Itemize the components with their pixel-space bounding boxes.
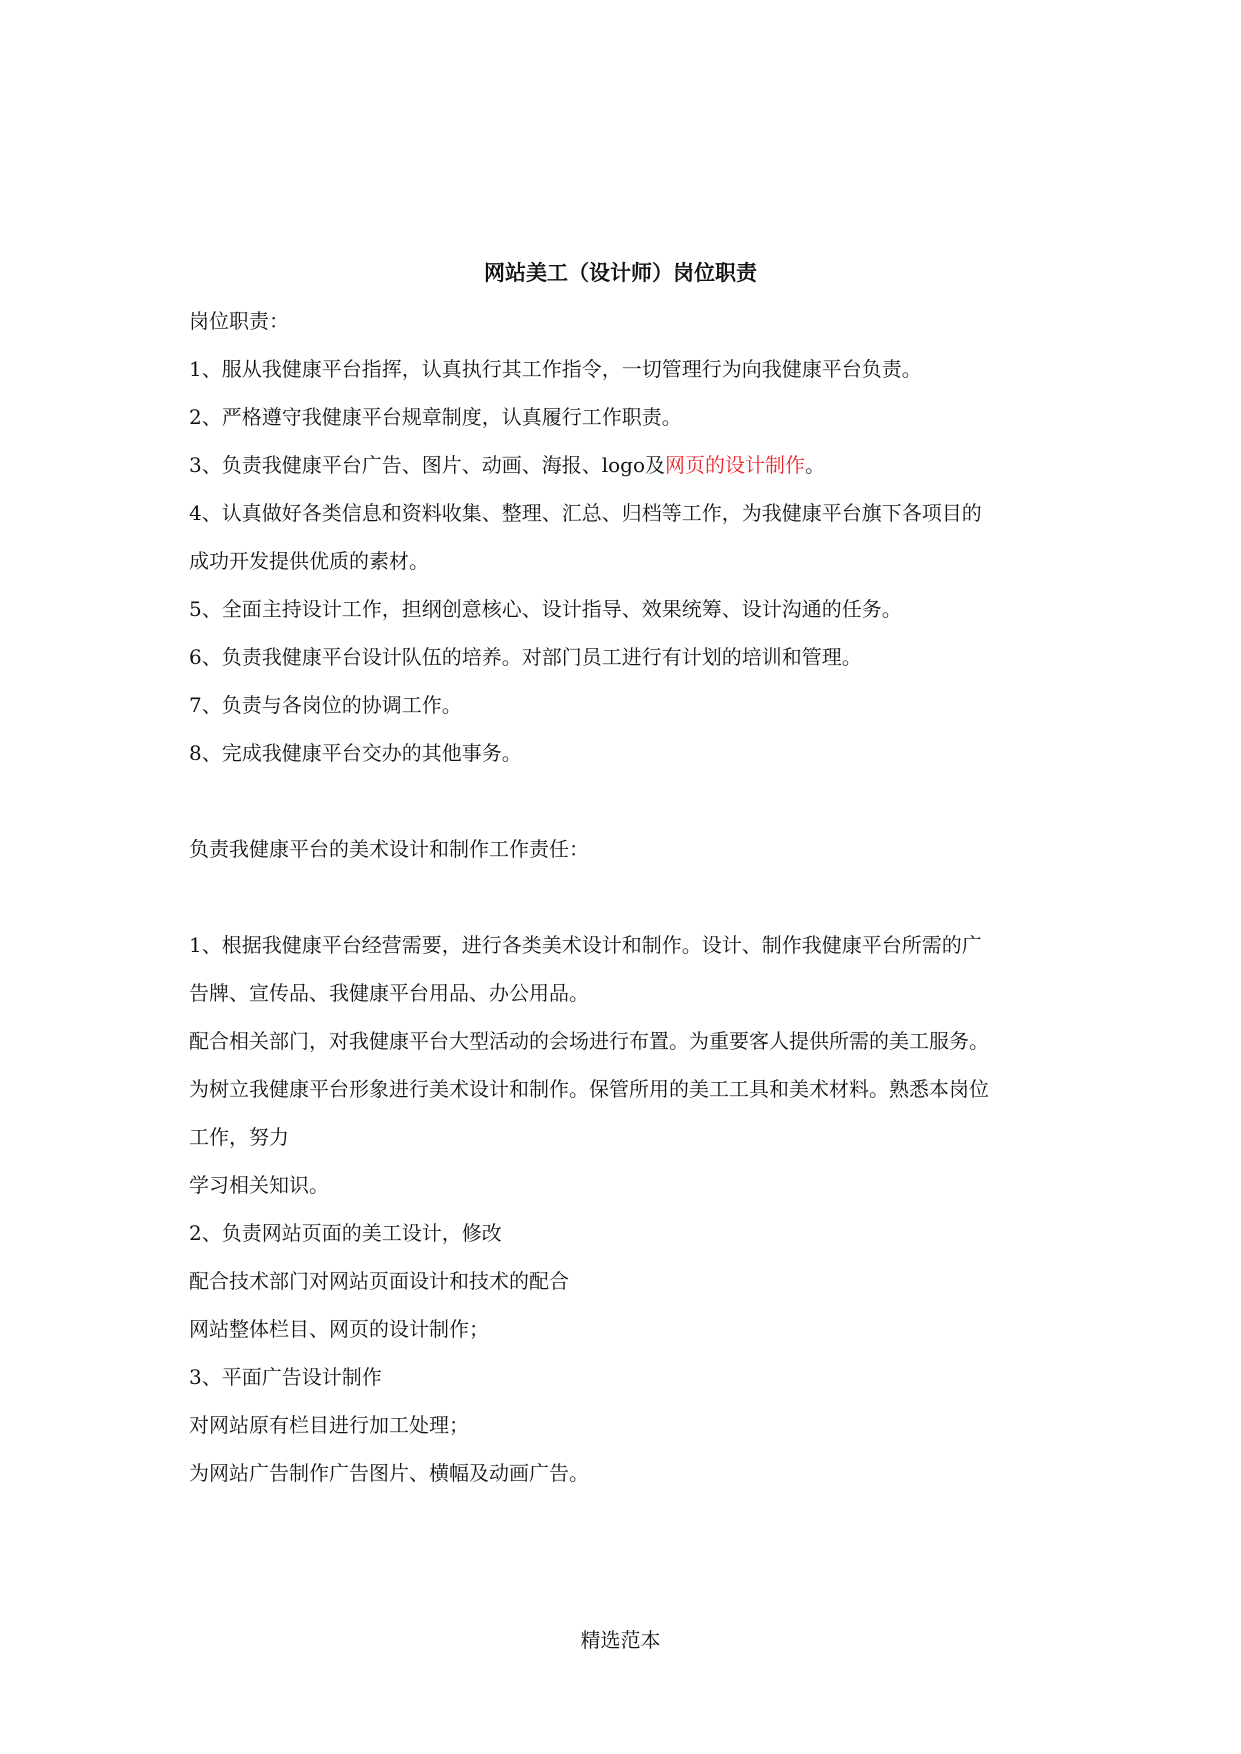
art-design-line-8: 配合技术部门对网站页面设计和技术的配合: [189, 1269, 569, 1293]
art-design-line-1: 1、根据我健康平台经营需要，进行各类美术设计和制作。设计、制作我健康平台所需的广: [189, 933, 982, 957]
duty-item-4-line-1: 4、认真做好各类信息和资料收集、整理、汇总、归档等工作，为我健康平台旗下各项目的: [189, 501, 982, 525]
duty-item-3: [189, 450, 825, 480]
art-design-line-5: 工作，努力: [189, 1125, 289, 1149]
duty-item-7: 7、负责与各岗位的协调工作。: [189, 693, 462, 717]
duty-item-3-prefix: 3、负责我健康平台广告、图片、动画、海报、logo及: [189, 453, 666, 477]
art-design-line-2: 告牌、宣传品、我健康平台用品、办公用品。: [189, 981, 589, 1005]
document-title: 网站美工（设计师）岗位职责: [484, 260, 757, 285]
duty-item-6: 6、负责我健康平台设计队伍的培养。对部门员工进行有计划的培训和管理。: [189, 645, 862, 669]
duty-item-3-highlight: 网页的设计制作: [665, 453, 806, 477]
duty-item-1: 1、服从我健康平台指挥，认真执行其工作指令，一切管理行为向我健康平台负责。: [189, 357, 922, 381]
art-design-line-7: 2、负责网站页面的美工设计，修改: [189, 1221, 502, 1245]
art-design-line-12: 为网站广告制作广告图片、横幅及动画广告。: [189, 1461, 589, 1485]
duty-item-5: 5、全面主持设计工作，担纲创意核心、设计指导、效果统筹、设计沟通的任务。: [189, 597, 902, 621]
art-design-line-6: 学习相关知识。: [189, 1173, 329, 1197]
duty-item-8: 8、完成我健康平台交办的其他事务。: [189, 741, 522, 765]
art-design-line-11: 对网站原有栏目进行加工处理；: [189, 1413, 469, 1437]
art-design-line-10: 3、平面广告设计制作: [189, 1365, 382, 1389]
section-heading-duties: 岗位职责：: [189, 309, 289, 333]
art-design-line-9: 网站整体栏目、网页的设计制作；: [189, 1317, 489, 1341]
page-footer: 精选范本: [580, 1628, 661, 1652]
art-design-line-3: 配合相关部门，对我健康平台大型活动的会场进行布置。为重要客人提供所需的美工服务。: [189, 1029, 989, 1053]
section-heading-art-design: 负责我健康平台的美术设计和制作工作责任：: [189, 837, 589, 861]
duty-item-3-suffix: 。: [805, 453, 826, 477]
art-design-line-4: 为树立我健康平台形象进行美术设计和制作。保管所用的美工工具和美术材料。熟悉本岗位: [189, 1077, 989, 1101]
duty-item-2: 2、严格遵守我健康平台规章制度，认真履行工作职责。: [189, 405, 682, 429]
duty-item-4-line-2: 成功开发提供优质的素材。: [189, 549, 429, 573]
